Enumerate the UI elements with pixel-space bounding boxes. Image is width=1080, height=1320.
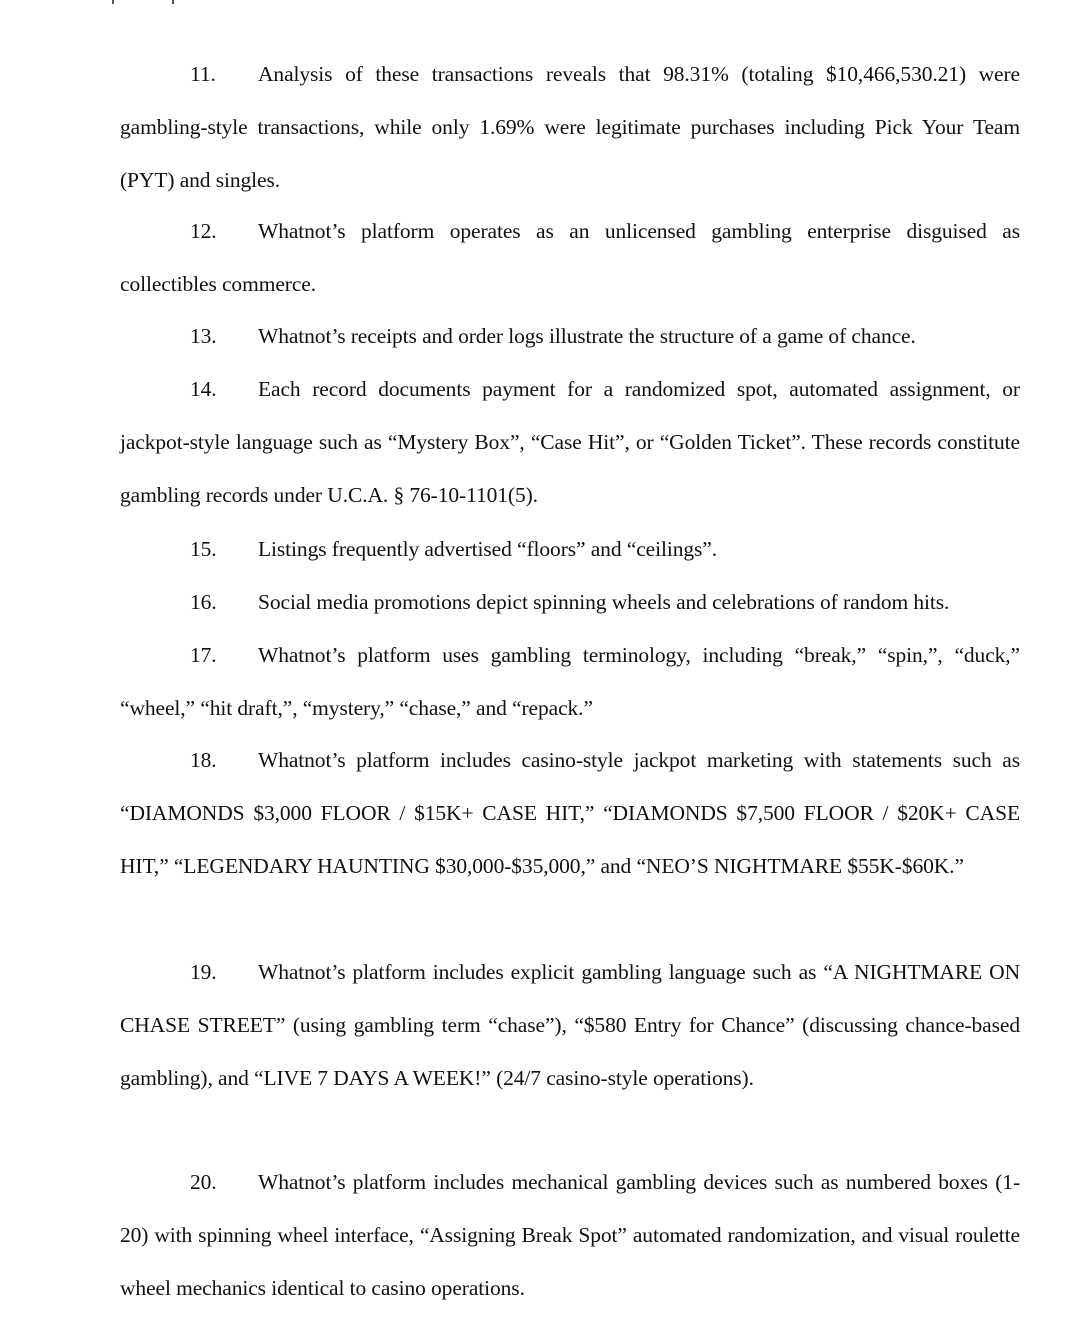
scan-mark [172,0,174,4]
paragraph-text: Whatnot’s receipts and order logs illustrate the structure of a game of chance. [258,324,916,348]
paragraph-number: 13. [190,324,217,348]
paragraph-number: 15. [190,537,217,561]
paragraph-15 [120,523,1020,576]
paragraph-text: Whatnot’s platform includes explicit gambling language such as “A NIGHTMARE ON CHASE STREET” (using gambling term “chase”), “$580 Entry for Chance” (discussing chance-based gambling), and “LIVE 7 DAYS A WEEK!” (24/7 casino-style operations). [120,960,1020,1090]
paragraph-18 [120,734,1020,893]
scan-mark [112,0,114,4]
paragraph-12 [120,205,1020,311]
paragraph-number: 20. [190,1170,217,1194]
paragraph-16 [120,576,1020,629]
paragraph-17 [120,629,1020,735]
paragraph-number: 12. [190,219,217,243]
paragraph-text: Whatnot’s platform uses gambling terminology, including “break,” “spin,”, “duck,” “wheel,” “hit draft,”, “mystery,” “chase,” and “repack.” [120,643,1020,720]
paragraph-text: Listings frequently advertised “floors” and “ceilings”. [258,537,717,561]
paragraph-text: Whatnot’s platform operates as an unlicensed gambling enterprise disguised as collectibles commerce. [120,219,1020,296]
paragraph-number: 18. [190,748,217,772]
paragraph-number: 11. [190,62,216,86]
paragraph-text: Each record documents payment for a randomized spot, automated assignment, or jackpot-style language such as “Mystery Box”, “Case Hit”, or “Golden Ticket”. These records constitute gambling records under U.C.A. § 76-10-1101(5). [120,377,1020,507]
paragraph-number: 17. [190,643,217,667]
paragraph-number: 16. [190,590,217,614]
paragraph-number: 14. [190,377,217,401]
paragraph-text: Whatnot’s platform includes mechanical gambling devices such as numbered boxes (1-20) with spinning wheel interface, “Assigning Break Spot” automated randomization, and visual roulette wheel mechanics identical to casino operations. [120,1170,1020,1300]
paragraph-text: Whatnot’s platform includes casino-style jackpot marketing with statements such as “DIAMONDS $3,000 FLOOR / $15K+ CASE HIT,” “DIAMONDS $7,500 FLOOR / $20K+ CASE HIT,” “LEGENDARY HAUNTING $30,000-$35,000,” and “NEO’S NIGHTMARE $55K-$60K.” [120,748,1020,878]
paragraph-11 [120,48,1020,207]
paragraph-14 [120,363,1020,522]
paragraph-text: Analysis of these transactions reveals that 98.31% (totaling $10,466,530.21) were gambling-style transactions, while only 1.69% were legitimate purchases including Pick Your Team (PYT) and singles. [120,62,1020,192]
paragraph-text: Social media promotions depict spinning wheels and celebrations of random hits. [258,590,950,614]
paragraph-19 [120,946,1020,1105]
paragraph-20 [120,1156,1020,1315]
paragraph-number: 19. [190,960,217,984]
paragraph-13 [120,310,1020,363]
